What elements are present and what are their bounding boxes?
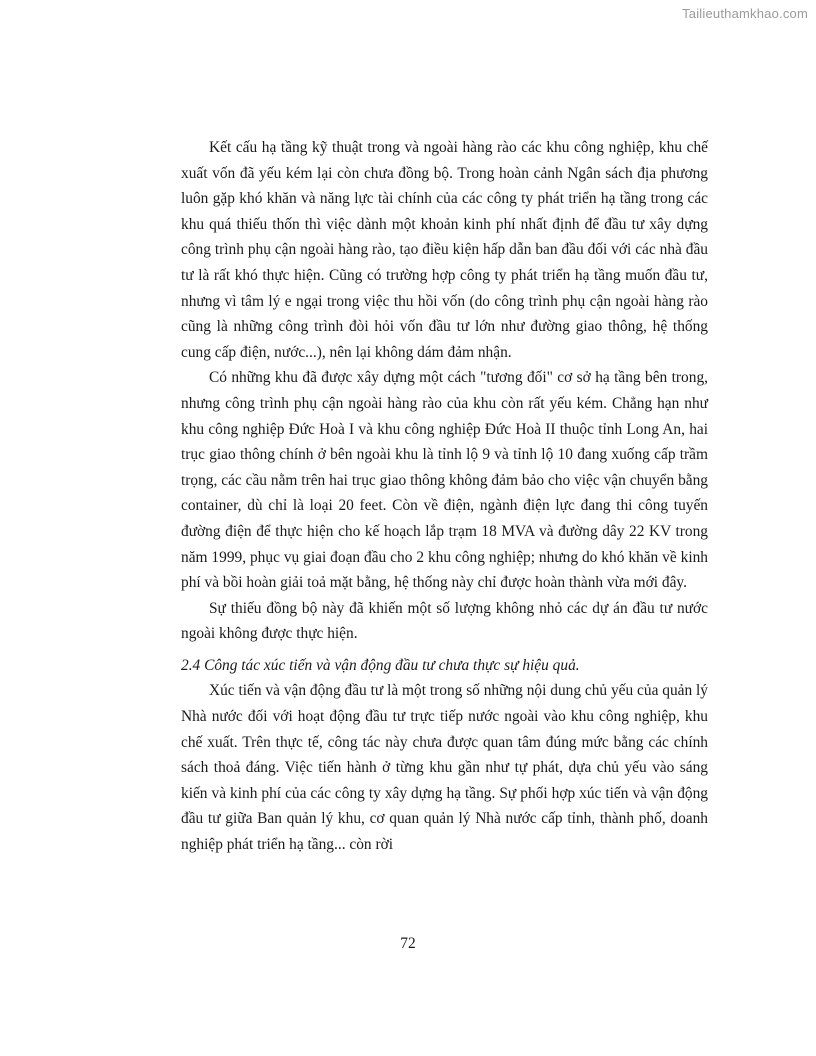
paragraph-infrastructure: Kết cấu hạ tầng kỹ thuật trong và ngoài hàng rào các khu công nghiệp, khu chế xuất vốn đã yếu kém lại còn chưa đồng bộ. Trong hoàn cảnh Ngân sách địa phương luôn gặp khó khăn và năng lực tài chính của các công ty phát triển hạ tầng trong các khu quá thiếu thốn thì việc dành một khoản kinh phí nhất định để đầu tư xây dựng công trình phụ cận ngoài hàng rào, tạo điều kiện hấp dẫn ban đầu đối với các nhà đầu tư là rất khó thực hiện. Cũng có trường hợp công ty phát triển hạ tầng muốn đầu tư, nhưng vì tâm lý e ngại trong việc thu hồi vốn (do công trình phụ cận ngoài hàng rào cũng là những công trình đòi hỏi vốn đầu tư lớn như đường giao thông, hệ thống cung cấp điện, nước...), nên lại không dám đảm nhận. (181, 139, 708, 361)
section-heading: 2.4 Công tác xúc tiến và vận động đầu tư chưa thực sự hiệu quả. (181, 656, 580, 674)
paragraph-investment-promotion: Xúc tiến và vận động đầu tư là một trong số những nội dung chủ yếu của quản lý Nhà nước đối với hoạt động đầu tư trực tiếp nước ngoài vào khu công nghiệp, khu chế xuất. Trên thực tế, công tác này chưa được quan tâm đúng mức bằng các chính sách thoả đáng. Việc tiến hành ở từng khu gần như tự phát, dựa chủ yếu vào sáng kiến và kinh phí của các công ty xây dựng hạ tầng. Sự phối hợp xúc tiến và vận động đầu tư giữa Ban quản lý khu, cơ quan quản lý Nhà nước cấp tỉnh, thành phố, doanh nghiệp phát triển hạ tầng... còn rời (181, 682, 708, 854)
watermark: Tailieuthamkhao.com (682, 6, 808, 21)
paragraph-example-duc-hoa: Có những khu đã được xây dựng một cách "tương đối" cơ sở hạ tầng bên trong, nhưng công trình phụ cận ngoài hàng rào của khu còn rất yếu kém. Chẳng hạn như khu công nghiệp Đức Hoà I và khu công nghiệp Đức Hoà II thuộc tỉnh Long An, hai trục giao thông chính ở bên ngoài khu là tỉnh lộ 9 và tỉnh lộ 10 đang xuống cấp trầm trọng, các cầu nằm trên hai trục giao thông không đảm bảo cho việc vận chuyển bằng container, dù chỉ là loại 20 feet. Còn về điện, ngành điện lực đang thi công tuyến đường điện để thực hiện cho kế hoạch lắp trạm 18 MVA và đường dây 22 KV trong năm 1999, phục vụ giai đoạn đầu cho 2 khu công nghiệp; nhưng do khó khăn về kinh phí và bồi hoàn giải toả mặt bằng, hệ thống này chỉ được hoàn thành vừa mới đây. (181, 369, 708, 592)
paragraph-conclusion: Sự thiếu đồng bộ này đã khiến một số lượng không nhỏ các dự án đầu tư nước ngoài không được thực hiện. (181, 599, 708, 643)
page-number: 72 (400, 935, 416, 952)
document-body (181, 135, 708, 858)
